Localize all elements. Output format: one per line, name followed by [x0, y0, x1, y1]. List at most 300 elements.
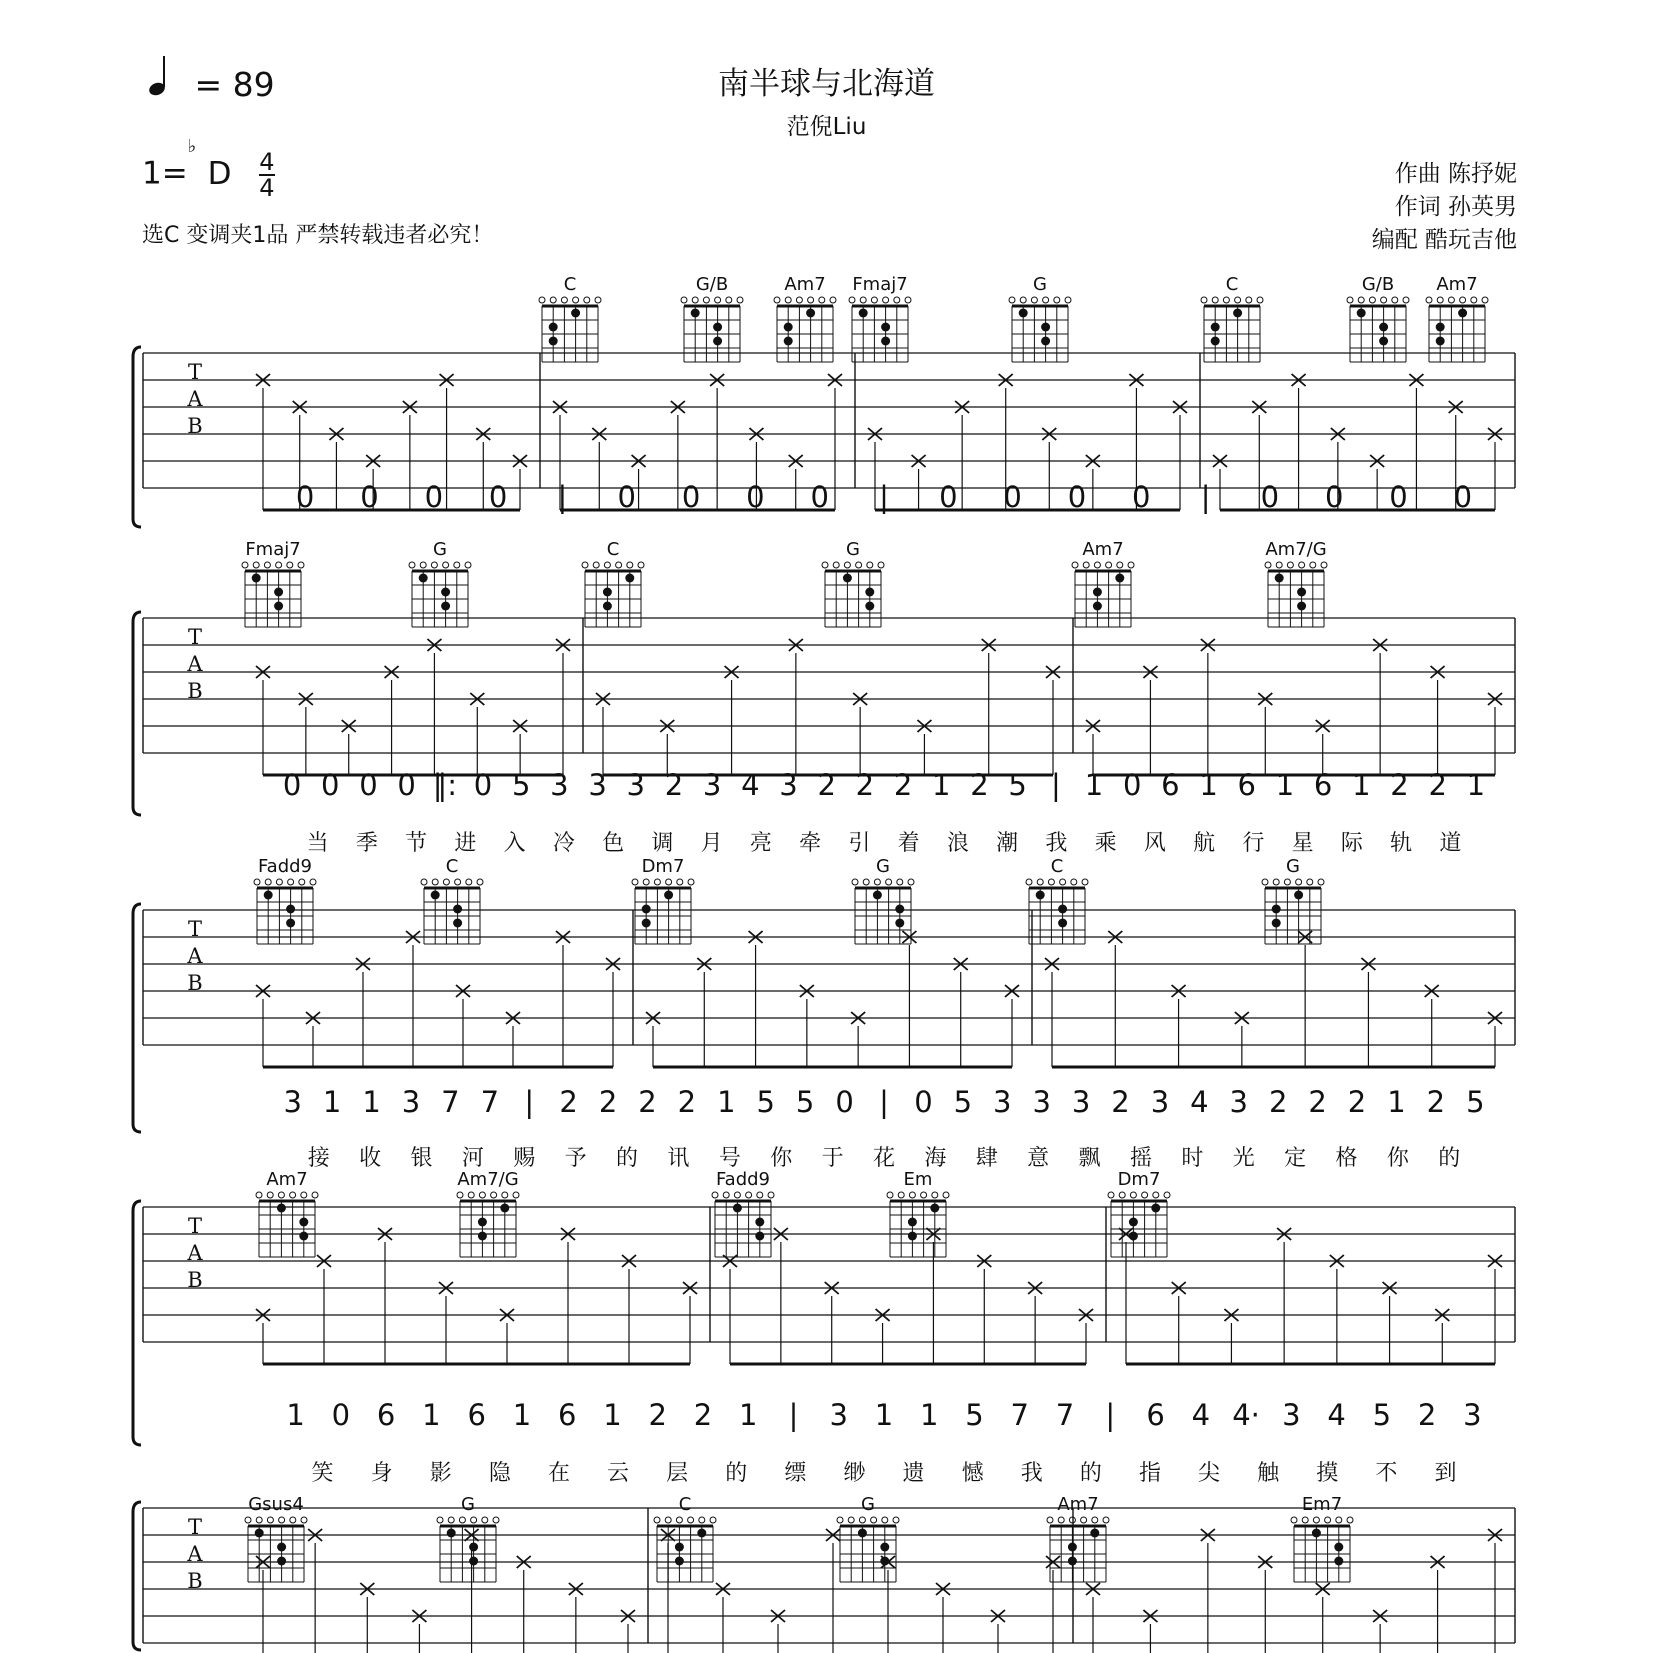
open-string-mark	[448, 1517, 454, 1523]
jianpu-note: 6	[1146, 1398, 1165, 1432]
lyric-char: 定	[1284, 1146, 1307, 1171]
lyric-char: 风	[1143, 831, 1166, 856]
jianpu-note: 2	[1426, 1085, 1446, 1119]
jianpu-note: 1	[1466, 768, 1486, 802]
jianpu-note: 3	[1071, 1085, 1091, 1119]
lyric-char: 际	[1340, 831, 1363, 856]
chord-name: C	[678, 1494, 692, 1515]
open-string-mark	[312, 1192, 318, 1198]
chord-name: Am7	[266, 1169, 308, 1190]
open-string-mark	[676, 1517, 682, 1523]
open-string-mark	[454, 562, 460, 568]
jianpu-note: 0	[360, 480, 379, 514]
tab-clef-letter: B	[187, 1569, 203, 1593]
chord-finger-dot	[286, 905, 295, 914]
chord-name: Fadd9	[257, 856, 313, 877]
jianpu-note: 2	[855, 768, 875, 802]
open-string-mark	[856, 562, 862, 568]
chord-name: Am7/G	[1265, 539, 1327, 560]
chord-name: C	[1050, 856, 1064, 877]
open-string-mark	[774, 297, 780, 303]
open-string-mark	[287, 562, 293, 568]
open-string-mark	[1262, 879, 1268, 885]
jianpu-note: 6	[1161, 768, 1180, 802]
open-string-mark	[654, 1517, 660, 1523]
chord-finger-dot	[1151, 1204, 1160, 1213]
lyric-char: 层	[666, 1461, 689, 1486]
chord-finger-dot	[549, 337, 558, 346]
jianpu-note: 3	[779, 768, 798, 802]
open-string-mark	[863, 879, 869, 885]
system-bracket	[133, 347, 141, 527]
jianpu-note: 2	[1268, 1085, 1288, 1119]
jianpu-note: 2	[598, 1085, 618, 1119]
system-bracket	[133, 612, 141, 815]
chord-finger-dot	[1129, 1232, 1138, 1241]
open-string-mark	[1153, 1192, 1159, 1198]
open-string-mark	[466, 879, 472, 885]
open-string-mark	[253, 562, 259, 568]
jianpu-note: 3	[1463, 1398, 1482, 1432]
jianpu-note: 1	[422, 1398, 441, 1432]
open-string-mark	[573, 297, 579, 303]
open-string-mark	[808, 297, 814, 303]
tab-clef-letter: T	[187, 625, 203, 649]
lyric-char: 身	[370, 1461, 393, 1486]
time-sig-top: 4	[259, 148, 275, 176]
open-string-mark	[468, 1192, 474, 1198]
lyric-char: 你	[1386, 1146, 1409, 1171]
system-bracket	[133, 1201, 141, 1445]
open-string-mark	[837, 1517, 843, 1523]
chord-finger-dot	[603, 588, 612, 597]
lyric-char: 浪	[946, 831, 969, 856]
chord-finger-dot	[419, 574, 428, 583]
chord-finger-dot	[441, 588, 450, 597]
open-string-mark	[1164, 1192, 1170, 1198]
open-string-mark	[677, 879, 683, 885]
open-string-mark	[290, 1517, 296, 1523]
open-string-mark	[267, 1192, 273, 1198]
open-string-mark	[715, 297, 721, 303]
tab-clef-letter: T	[187, 1515, 203, 1539]
jianpu-note: |	[557, 480, 568, 514]
lyric-char: 在	[547, 1461, 570, 1486]
open-string-mark	[1117, 562, 1123, 568]
open-string-mark	[681, 297, 687, 303]
chord-diagram	[409, 539, 471, 627]
capo-note: 选C 变调夹1品 严禁转载违者必究！	[142, 223, 494, 248]
chord-finger-dot	[478, 1218, 487, 1227]
open-string-mark	[278, 1192, 284, 1198]
tab-clef-letter: B	[187, 414, 203, 438]
chord-diagram	[242, 539, 304, 627]
chord-name: Dm7	[1117, 1169, 1161, 1190]
chord-finger-dot	[441, 602, 450, 611]
open-string-mark	[908, 879, 914, 885]
open-string-mark	[1048, 879, 1054, 885]
chord-finger-dot	[908, 1218, 917, 1227]
open-string-mark	[1273, 879, 1279, 885]
open-string-mark	[1318, 879, 1324, 885]
chord-finger-dot	[1379, 323, 1388, 332]
open-string-mark	[1299, 562, 1305, 568]
jianpu-note: 0	[1132, 480, 1151, 514]
chord-name: Gsus4	[248, 1494, 304, 1515]
chord-name: Em	[903, 1169, 933, 1190]
lyric-char: 号	[718, 1146, 741, 1171]
chord-finger-dot	[1294, 891, 1303, 900]
jianpu-note: 5	[756, 1085, 775, 1119]
open-string-mark	[1307, 879, 1313, 885]
open-string-mark	[1037, 879, 1043, 885]
open-string-mark	[1358, 297, 1364, 303]
open-string-mark	[830, 297, 836, 303]
chord-finger-dot	[1068, 1557, 1077, 1566]
chord-diagram	[539, 274, 601, 362]
jianpu-note: 3	[993, 1085, 1012, 1119]
open-string-mark	[1257, 297, 1263, 303]
chord-finger-dot	[299, 1218, 308, 1227]
chord-finger-dot	[713, 323, 722, 332]
jianpu-note: 3	[702, 768, 722, 802]
song-title: 南半球与北海道	[718, 66, 935, 102]
chord-finger-dot	[299, 1232, 308, 1241]
lyric-char: 航	[1193, 831, 1216, 856]
open-string-mark	[1072, 562, 1078, 568]
open-string-mark	[1321, 562, 1327, 568]
open-string-mark	[290, 1192, 296, 1198]
chord-finger-dot	[697, 1529, 706, 1538]
chord-finger-dot	[453, 905, 462, 914]
open-string-mark	[502, 1192, 508, 1198]
open-string-mark	[688, 1517, 694, 1523]
lyric-char: 肆	[975, 1146, 998, 1171]
open-string-mark	[746, 1192, 752, 1198]
chord-finger-dot	[1334, 1557, 1343, 1566]
chord-name: Am7/G	[457, 1169, 519, 1190]
chord-diagram	[1347, 274, 1409, 362]
jianpu-note: 1	[512, 1398, 532, 1432]
lyric-char: 牵	[799, 831, 822, 856]
jianpu-note: 3	[1282, 1398, 1301, 1432]
jianpu-note: 2	[1111, 1085, 1130, 1119]
chord-name: Am7	[1436, 274, 1478, 295]
open-string-mark	[688, 879, 694, 885]
chord-finger-dot	[1036, 891, 1045, 900]
chord-name: G	[876, 856, 890, 877]
chord-finger-dot	[691, 309, 700, 318]
jianpu-note: 0	[1324, 480, 1344, 514]
jianpu-note: 4	[1327, 1398, 1346, 1432]
chord-finger-dot	[1357, 309, 1366, 318]
lyric-char: 入	[503, 831, 526, 856]
lyric-char: 予	[564, 1146, 587, 1171]
chord-finger-dot	[1211, 337, 1220, 346]
chord-finger-dot	[1334, 1543, 1343, 1552]
open-string-mark	[871, 297, 877, 303]
jianpu-note: 2	[1347, 1085, 1367, 1119]
open-string-mark	[833, 562, 839, 568]
chord-finger-dot	[895, 905, 904, 914]
open-string-mark	[1448, 297, 1454, 303]
chord-diagram	[849, 274, 911, 362]
chord-finger-dot	[895, 919, 904, 928]
chord-finger-dot	[880, 1543, 889, 1552]
jianpu-note: 0	[1260, 480, 1280, 514]
jianpu-note: 2	[648, 1398, 667, 1432]
lyric-char: 接	[307, 1146, 330, 1171]
lyric-char: 意	[1027, 1146, 1050, 1171]
lyric-char: 海	[924, 1146, 947, 1171]
jianpu-note: |	[1050, 768, 1061, 802]
open-string-mark	[443, 879, 449, 885]
jianpu-note: 2	[1428, 768, 1447, 802]
open-string-mark	[298, 562, 304, 568]
open-string-mark	[1437, 297, 1443, 303]
lyric-char: 月	[700, 831, 723, 856]
chord-diagram	[421, 856, 483, 944]
chord-finger-dot	[1436, 337, 1445, 346]
chord-name: Am7	[1057, 1494, 1099, 1515]
open-string-mark	[471, 1517, 477, 1523]
chord-name: C	[445, 856, 459, 877]
chord-name: G	[461, 1494, 475, 1515]
jianpu-note: 7	[441, 1085, 460, 1119]
open-string-mark	[1347, 1517, 1353, 1523]
open-string-mark	[1094, 562, 1100, 568]
open-string-mark	[785, 297, 791, 303]
chord-diagram	[1426, 274, 1488, 362]
lyric-char: 摇	[1129, 1146, 1152, 1171]
tab-clef-letter: A	[187, 1542, 203, 1566]
open-string-mark	[582, 562, 588, 568]
chord-finger-dot	[549, 323, 558, 332]
chord-finger-dot	[675, 1543, 684, 1552]
open-string-mark	[1103, 1517, 1109, 1523]
jianpu-note: 0	[473, 768, 493, 802]
open-string-mark	[710, 1517, 716, 1523]
chord-finger-dot	[1312, 1529, 1321, 1538]
jianpu-note: 0	[681, 480, 701, 514]
lyric-char: 引	[848, 831, 871, 856]
open-string-mark	[1291, 1517, 1297, 1523]
open-string-mark	[513, 1192, 519, 1198]
chord-name: G	[1286, 856, 1300, 877]
jianpu-note: 3	[283, 1085, 302, 1119]
open-string-mark	[584, 297, 590, 303]
jianpu-note: 1	[322, 1085, 342, 1119]
open-string-mark	[819, 297, 825, 303]
lyric-char: 进	[454, 831, 477, 856]
open-string-mark	[420, 562, 426, 568]
open-string-mark	[665, 1517, 671, 1523]
jianpu-note: 1	[738, 1398, 758, 1432]
open-string-mark	[288, 879, 294, 885]
chord-finger-dot	[664, 891, 673, 900]
open-string-mark	[267, 1517, 273, 1523]
open-string-mark	[465, 562, 471, 568]
chord-finger-dot	[1041, 323, 1050, 332]
chord-finger-dot	[873, 891, 882, 900]
chord-finger-dot	[713, 337, 722, 346]
open-string-mark	[276, 879, 282, 885]
lyric-char: 行	[1242, 831, 1265, 856]
chord-name: Am7	[1082, 539, 1124, 560]
open-string-mark	[1392, 297, 1398, 303]
chord-finger-dot	[1129, 1218, 1138, 1227]
chord-name: Am7	[784, 274, 826, 295]
jianpu-note: 2	[677, 1085, 697, 1119]
chord-finger-dot	[500, 1204, 509, 1213]
chord-finger-dot	[1272, 905, 1281, 914]
open-string-mark	[1381, 297, 1387, 303]
chord-diagram	[1201, 274, 1263, 362]
open-string-mark	[561, 297, 567, 303]
lyric-char: 飘	[1078, 1146, 1101, 1171]
open-string-mark	[905, 297, 911, 303]
chord-finger-dot	[1090, 1529, 1099, 1538]
lyric-char: 云	[607, 1461, 630, 1486]
open-string-mark	[1119, 1192, 1125, 1198]
jianpu-note: 1	[932, 768, 951, 802]
chord-finger-dot	[784, 323, 793, 332]
chord-name: G	[846, 539, 860, 560]
lyric-char: 调	[651, 831, 674, 856]
lyric-char: 不	[1375, 1461, 1398, 1486]
jianpu-note: 2	[1390, 768, 1409, 802]
open-string-mark	[1071, 879, 1077, 885]
jianpu-note: |	[879, 480, 889, 514]
chord-name: C	[1225, 274, 1239, 295]
open-string-mark	[643, 879, 649, 885]
jianpu-note: 0	[1389, 480, 1408, 514]
open-string-mark	[1426, 297, 1432, 303]
open-string-mark	[1054, 297, 1060, 303]
chord-name: G	[861, 1494, 875, 1515]
open-string-mark	[276, 562, 282, 568]
chord-finger-dot	[277, 1557, 286, 1566]
lyric-char: 我	[1045, 831, 1068, 856]
jianpu-note: 5	[953, 1085, 973, 1119]
open-string-mark	[539, 297, 545, 303]
open-string-mark	[737, 297, 743, 303]
chord-name: Fmaj7	[245, 539, 301, 560]
chord-diagram	[712, 1169, 774, 1257]
open-string-mark	[859, 1517, 865, 1523]
lyric-char: 乘	[1094, 831, 1117, 856]
chord-finger-dot	[1041, 337, 1050, 346]
jianpu-note: 2	[893, 768, 913, 802]
open-string-mark	[256, 1192, 262, 1198]
lyric-char: 银	[410, 1146, 433, 1171]
jianpu-note: 1	[603, 1398, 622, 1432]
chord-diagram	[837, 1494, 899, 1582]
jianpu-note: 3	[1032, 1085, 1051, 1119]
open-string-mark	[898, 1192, 904, 1198]
lyric-char: 的	[1438, 1146, 1461, 1171]
chord-name: C	[606, 539, 620, 560]
tab-clef-letter: B	[187, 1268, 203, 1292]
open-string-mark	[848, 1517, 854, 1523]
time-sig-bottom: 4	[259, 174, 275, 202]
chord-finger-dot	[1379, 337, 1388, 346]
jianpu-note: 5	[511, 768, 531, 802]
open-string-mark	[703, 297, 709, 303]
open-string-mark	[882, 1517, 888, 1523]
jianpu-note: 2	[1308, 1085, 1327, 1119]
flat-sign: ♭	[187, 135, 197, 157]
chord-finger-dot	[642, 905, 651, 914]
chord-finger-dot	[784, 337, 793, 346]
open-string-mark	[595, 297, 601, 303]
open-string-mark	[638, 562, 644, 568]
open-string-mark	[712, 1192, 718, 1198]
chord-finger-dot	[865, 588, 874, 597]
jianpu-note: 6	[1237, 768, 1257, 802]
jianpu-note: 0	[321, 768, 340, 802]
open-string-mark	[1313, 1517, 1319, 1523]
jianpu-note: 0	[1003, 480, 1022, 514]
jianpu-note: 5	[1008, 768, 1027, 802]
chord-finger-dot	[625, 574, 634, 583]
lyric-char: 讯	[667, 1146, 690, 1171]
lyric-char: 时	[1181, 1146, 1204, 1171]
chord-diagram	[1047, 1494, 1109, 1582]
lyricist: 作词 孙英男	[1394, 194, 1517, 220]
lyric-char: 季	[355, 831, 378, 856]
chord-finger-dot	[881, 337, 890, 346]
open-string-mark	[878, 562, 884, 568]
open-string-mark	[1471, 297, 1477, 303]
open-string-mark	[860, 297, 866, 303]
chord-diagram	[1072, 539, 1134, 627]
open-string-mark	[1060, 879, 1066, 885]
jianpu-note: 0	[617, 480, 636, 514]
open-string-mark	[867, 562, 873, 568]
chord-finger-dot	[1115, 574, 1124, 583]
jianpu-note: 0	[359, 768, 378, 802]
jianpu-note: 1	[362, 1085, 381, 1119]
system-bracket	[133, 904, 141, 1132]
jianpu-note: 3	[1150, 1085, 1170, 1119]
jianpu-note: 0	[746, 480, 765, 514]
open-string-mark	[1482, 297, 1488, 303]
tab-clef-letter: A	[187, 652, 203, 676]
chord-diagram	[852, 856, 914, 944]
open-string-mark	[887, 1192, 893, 1198]
open-string-mark	[616, 562, 622, 568]
open-string-mark	[844, 562, 850, 568]
chord-name: G	[433, 539, 447, 560]
chord-name: Em7	[1301, 1494, 1343, 1515]
jianpu-note: 3	[588, 768, 607, 802]
open-string-mark	[242, 562, 248, 568]
jianpu-note: 0	[331, 1398, 351, 1432]
chord-finger-dot	[431, 891, 440, 900]
chord-diagram	[1291, 1494, 1353, 1582]
open-string-mark	[871, 1517, 877, 1523]
jianpu-note: 2	[970, 768, 989, 802]
jianpu-note: 3	[1229, 1085, 1249, 1119]
open-string-mark	[692, 297, 698, 303]
chord-finger-dot	[733, 1204, 742, 1213]
chord-finger-dot	[252, 574, 261, 583]
open-string-mark	[1460, 297, 1466, 303]
open-string-mark	[459, 1517, 465, 1523]
chord-finger-dot	[755, 1232, 764, 1241]
jianpu-note: 3	[829, 1398, 848, 1432]
